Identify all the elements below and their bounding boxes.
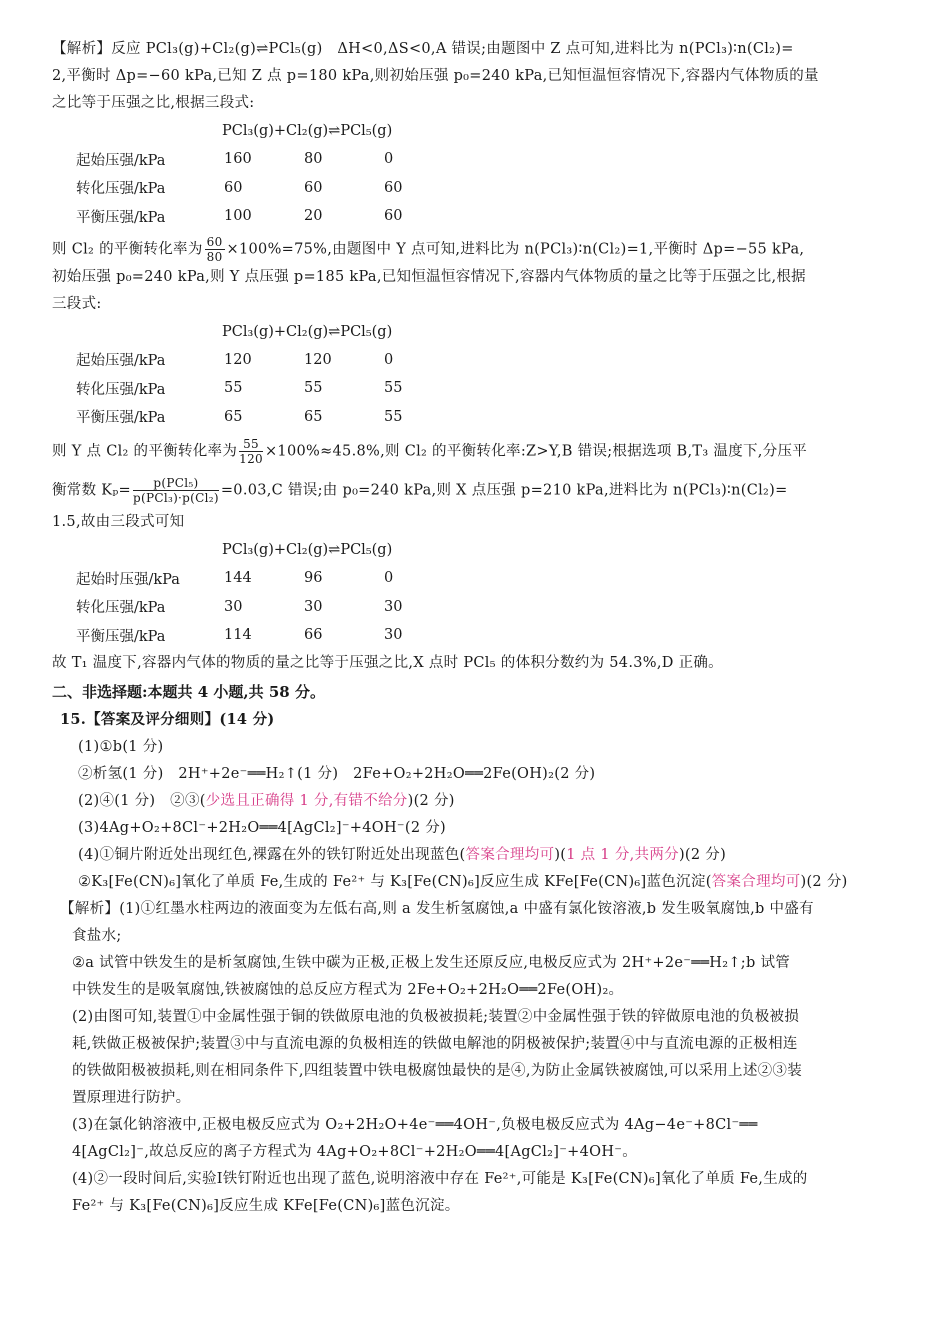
row-label: 平衡压强/kPa	[76, 410, 166, 427]
analysis-line: 则 Y 点 Cl₂ 的平衡转化率为 $\frac{55}{120}$ ×100%≈45.8%,则 Cl₂ 的平衡转化率:Z>Y,B 错误;根据选项 B,T₃ 温度下,分压平	[52, 437, 808, 466]
explanation-line: 置原理进行防护。	[72, 1089, 191, 1106]
section-heading: 二、非选择题:本题共 4 小题,共 58 分。	[52, 682, 325, 701]
row-label: 转化压强/kPa	[76, 381, 166, 398]
analysis-line: 三段式:	[52, 295, 102, 312]
analysis-line: 衡常数 Kₚ= $\frac{\text{p(PCl₅)}}{\text{p(PCl₃)·p(Cl₂)}}$ =0.03,C 错误;由 p₀=240 kPa,则 X 点压强 p=210 kPa,进料比为 n(PCl₃)∶n(Cl₂)=	[52, 476, 788, 505]
table-row	[76, 202, 464, 231]
row-label: 转化压强/kPa	[76, 181, 166, 198]
table2-body	[76, 346, 464, 432]
table-cell: 55	[224, 380, 243, 397]
table-cell: 60	[384, 179, 403, 196]
row-label: 起始时压强/kPa	[76, 571, 180, 588]
equation-header: PCl₃(g)+Cl₂(g)⇌PCl₅(g)	[222, 123, 393, 139]
table-cell: 65	[304, 408, 323, 425]
table-row	[76, 593, 464, 622]
row-label: 转化压强/kPa	[76, 600, 166, 617]
kp-fraction: $\frac{\text{p(PCl₅)}}{\text{p(PCl₃)·p(Cl₂)}}$	[133, 476, 219, 505]
analysis-line: 初始压强 p₀=240 kPa,则 Y 点压强 p=185 kPa,已知恒温恒容情况下,容器内气体物质的量之比等于压强之比,根据	[52, 268, 806, 285]
table-cell: 30	[384, 627, 403, 644]
three-stage-table-3	[76, 564, 464, 650]
row-label: 起始压强/kPa	[76, 152, 166, 169]
table-cell: 144	[224, 570, 252, 587]
table-cell: 0	[384, 570, 394, 587]
table-cell: 66	[304, 627, 323, 644]
table-cell: 60	[384, 208, 403, 225]
table-row	[76, 346, 464, 375]
table-cell: 60	[224, 179, 243, 196]
table-cell: 30	[224, 598, 243, 615]
analysis-line: 【解析】反应 PCl₃(g)+Cl₂(g)⇌PCl₅(g) ΔH<0,ΔS<0,A 错误;由题图中 Z 点可知,进料比为 n(PCl₃)∶n(Cl₂)=	[52, 41, 794, 57]
explanation-line: 中铁发生的是吸氧腐蚀,铁被腐蚀的总反应方程式为 2Fe+O₂+2H₂O══2Fe(OH)₂。	[72, 981, 624, 998]
table-cell: 65	[224, 408, 243, 425]
answer-line: ②K₃[Fe(CN)₆]氧化了单质 Fe,生成的 Fe²⁺ 与 K₃[Fe(CN)₆]反应生成 KFe[Fe(CN)₆]蓝色沉淀(答案合理均可)(2 分)	[78, 873, 848, 890]
row-label: 平衡压强/kPa	[76, 628, 166, 645]
equation-header: PCl₃(g)+Cl₂(g)⇌PCl₅(g)	[222, 323, 393, 340]
analysis-line: 2,平衡时 Δp=−60 kPa,已知 Z 点 p=180 kPa,则初始压强 p₀=240 kPa,已知恒温恒容情况下,容器内气体物质的量	[52, 68, 819, 84]
answer-line: (1)①b(1 分)	[78, 738, 164, 755]
analysis-line: 则 Cl₂ 的平衡转化率为 $\frac{60}{80}$ ×100%=75%,由题图中 Y 点可知,进料比为 n(PCl₃)∶n(Cl₂)=1,平衡时 Δp=−55 kPa,	[52, 234, 805, 264]
analysis-line: 之比等于压强之比,根据三段式:	[52, 95, 255, 111]
answer-line: (2)④(1 分) ②③(少选且正确得 1 分,有错不给分)(2 分)	[78, 792, 455, 809]
explanation-line: (2)由图可知,装置①中金属性强于铜的铁做原电池的负极被损耗;装置②中金属性强于铁的锌做原电池的负极被损	[72, 1008, 800, 1025]
answer-line: (3)4Ag+O₂+8Cl⁻+2H₂O══4[AgCl₂]⁻+4OH⁻(2 分)	[78, 819, 447, 836]
explanation-line: 【解析】(1)①红墨水柱两边的液面变为左低右高,则 a 发生析氢腐蚀,a 中盛有氯化铵溶液,b 发生吸氧腐蚀,b 中盛有	[60, 900, 814, 917]
table-cell: 30	[384, 598, 403, 615]
table-cell: 96	[304, 570, 323, 587]
three-stage-table-1	[76, 145, 464, 231]
explanation-line: (3)在氯化钠溶液中,正极电极反应式为 O₂+2H₂O+4e⁻══4OH⁻,负极电极反应式为 4Ag−4e⁻+8Cl⁻══	[72, 1116, 758, 1133]
explanation-line: ②a 试管中铁发生的是析氢腐蚀,生铁中碳为正极,正极上发生还原反应,电极反应式为 2H⁺+2e⁻══H₂↑;b 试管	[72, 954, 791, 971]
table-cell: 120	[224, 351, 252, 368]
answer-line: ②析氢(1 分) 2H⁺+2e⁻══H₂↑(1 分) 2Fe+O₂+2H₂O══2Fe(OH)₂(2 分)	[78, 765, 596, 782]
explanation-line: Fe²⁺ 与 K₃[Fe(CN)₆]反应生成 KFe[Fe(CN)₆]蓝色沉淀。	[72, 1197, 460, 1214]
table-row	[76, 374, 464, 403]
table-cell: 30	[304, 598, 323, 615]
explanation-line: (4)②一段时间后,实验Ⅰ铁钉附近也出现了蓝色,说明溶液中存在 Fe²⁺,可能是 K₃[Fe(CN)₆]氧化了单质 Fe,生成的	[72, 1170, 808, 1187]
fraction: $\frac{60}{80}$	[206, 234, 223, 264]
explanation-line: 食盐水;	[72, 927, 122, 944]
answer-line: (4)①铜片附近处出现红色,裸露在外的铁钉附近处出现蓝色(答案合理均可)(1 点 1 分,共两分)(2 分)	[78, 846, 727, 863]
equation-header: PCl₃(g)+Cl₂(g)⇌PCl₅(g)	[222, 542, 393, 558]
conclusion-line: 故 T₁ 温度下,容器内气体的物质的量之比等于压强之比,X 点时 PCl₅ 的体积分数约为 54.3%,D 正确。	[52, 654, 723, 671]
table-cell: 80	[304, 151, 323, 168]
table-cell: 55	[384, 408, 403, 425]
table-row	[76, 174, 464, 203]
table-cell: 0	[384, 151, 394, 168]
row-label: 起始压强/kPa	[76, 353, 166, 370]
explanation-line: 的铁做阳极被损耗,则在相同条件下,四组装置中铁电极腐蚀最快的是④,为防止金属铁被腐蚀,可以采用上述②③装	[72, 1062, 803, 1079]
table-row	[76, 403, 464, 432]
table-cell: 120	[304, 351, 332, 368]
table-row	[76, 621, 464, 650]
table-cell: 55	[384, 380, 403, 397]
three-stage-table-2	[76, 346, 464, 432]
table-cell: 20	[304, 208, 323, 225]
table-row	[76, 564, 464, 593]
table-cell: 114	[224, 627, 252, 644]
table3-body	[76, 564, 464, 650]
explanation-line: 4[AgCl₂]⁻,故总反应的离子方程式为 4Ag+O₂+8Cl⁻+2H₂O══4[AgCl₂]⁻+4OH⁻。	[72, 1143, 638, 1160]
question-title: 15.【答案及评分细则】(14 分)	[60, 710, 275, 728]
table-cell: 60	[304, 179, 323, 196]
row-label: 平衡压强/kPa	[76, 209, 166, 226]
table1-body	[76, 145, 464, 231]
fraction: $\frac{55}{120}$	[239, 437, 263, 466]
table-cell: 160	[224, 151, 252, 168]
analysis-line: 1.5,故由三段式可知	[52, 514, 185, 530]
explanation-line: 耗,铁做正极被保护;装置③中与直流电源的负极相连的铁做电解池的阴极被保护;装置④中与直流电源的正极相连	[72, 1035, 798, 1052]
table-cell: 100	[224, 208, 252, 225]
table-row	[76, 145, 464, 174]
table-cell: 0	[384, 351, 394, 368]
table-cell: 55	[304, 380, 323, 397]
